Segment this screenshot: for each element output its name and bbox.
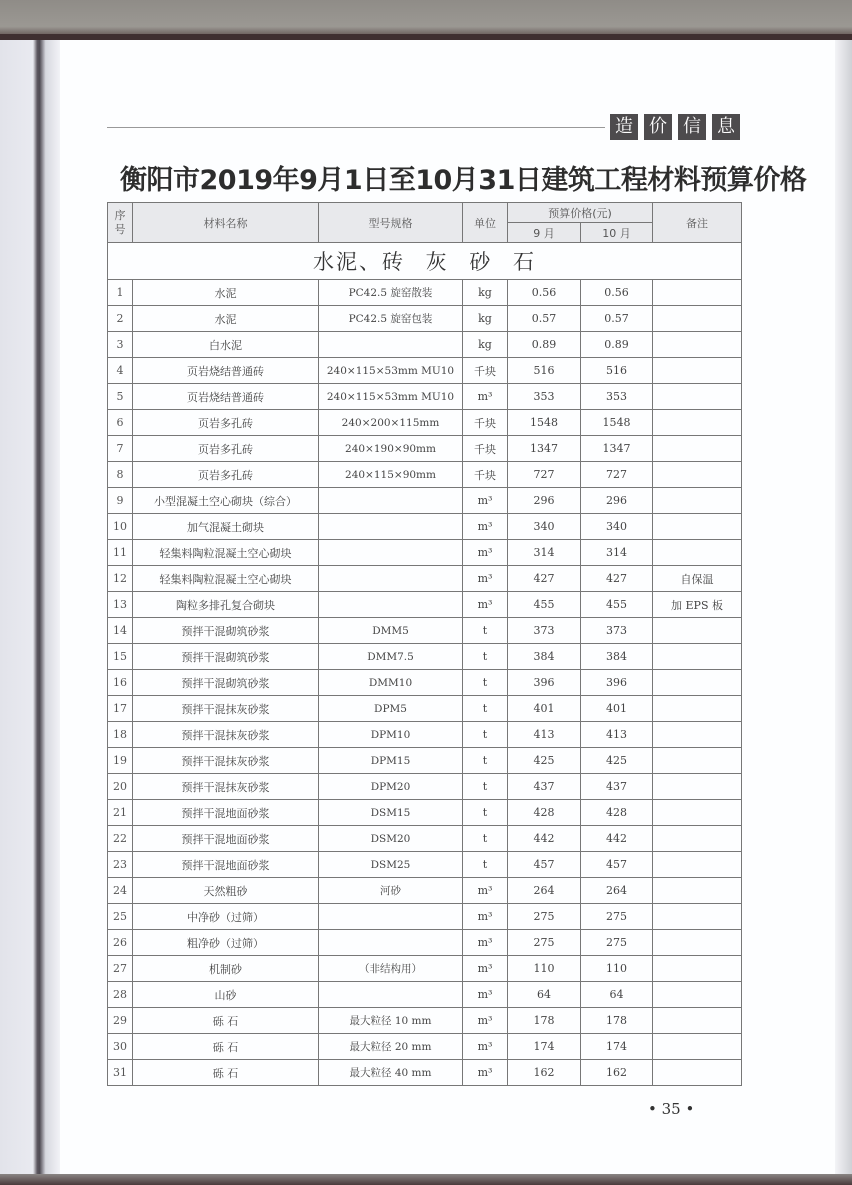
cell-seq: 30 xyxy=(108,1034,133,1060)
page-title: 衡阳市2019年9月1日至10月31日建筑工程材料预算价格 xyxy=(120,165,807,196)
cell-name: 水泥 xyxy=(133,280,319,306)
scan-bottom-edge xyxy=(0,1174,852,1185)
seq-header-line1: 序 xyxy=(114,208,126,222)
cell-seq: 17 xyxy=(108,696,133,722)
cell-oct: 275 xyxy=(581,930,653,956)
cell-oct: 0.57 xyxy=(581,306,653,332)
cell-seq: 14 xyxy=(108,618,133,644)
table-row xyxy=(108,878,742,904)
table-row xyxy=(108,852,742,878)
cell-note: 加 EPS 板 xyxy=(653,592,742,618)
cell-name: 加气混凝土砌块 xyxy=(133,514,319,540)
cell-seq: 7 xyxy=(108,436,133,462)
col-header-seq xyxy=(108,203,133,243)
table-row xyxy=(108,514,742,540)
cell-name: 轻集料陶粒混凝土空心砌块 xyxy=(133,566,319,592)
cell-note xyxy=(653,826,742,852)
cell-spec: 最大粒径 40 mm xyxy=(319,1060,463,1086)
cell-sep: 264 xyxy=(508,878,581,904)
cell-unit: 千块 xyxy=(463,462,508,488)
cell-sep: 1347 xyxy=(508,436,581,462)
col-header-oct: 10 月 xyxy=(581,223,653,243)
seq-header-line2: 号 xyxy=(114,222,126,236)
table-row xyxy=(108,826,742,852)
cell-spec xyxy=(319,904,463,930)
header-rule xyxy=(107,127,605,128)
cell-sep: 340 xyxy=(508,514,581,540)
cell-unit: t xyxy=(463,618,508,644)
section-title: 水泥、砖 灰 砂 石 xyxy=(108,243,742,280)
cell-seq: 27 xyxy=(108,956,133,982)
cell-oct: 0.56 xyxy=(581,280,653,306)
cell-spec: 240×115×53mm MU10 xyxy=(319,384,463,410)
cell-sep: 0.56 xyxy=(508,280,581,306)
cell-seq: 18 xyxy=(108,722,133,748)
cell-seq: 10 xyxy=(108,514,133,540)
cell-oct: 64 xyxy=(581,982,653,1008)
cell-oct: 0.89 xyxy=(581,332,653,358)
cell-unit: m³ xyxy=(463,904,508,930)
table-row xyxy=(108,410,742,436)
cell-oct: 110 xyxy=(581,956,653,982)
scan-top-shadow xyxy=(0,0,852,38)
cell-note xyxy=(653,696,742,722)
cell-seq: 1 xyxy=(108,280,133,306)
table-row xyxy=(108,436,742,462)
col-header-price-group: 预算价格(元) xyxy=(508,203,653,223)
col-header-unit: 单位 xyxy=(463,203,508,243)
cell-name: 砾 石 xyxy=(133,1060,319,1086)
cell-seq: 3 xyxy=(108,332,133,358)
table-row xyxy=(108,1008,742,1034)
cell-note: 自保温 xyxy=(653,566,742,592)
cell-spec: DSM20 xyxy=(319,826,463,852)
cell-spec xyxy=(319,514,463,540)
cell-name: 小型混凝土空心砌块（综合） xyxy=(133,488,319,514)
cell-oct: 384 xyxy=(581,644,653,670)
cell-note xyxy=(653,540,742,566)
cell-unit: t xyxy=(463,852,508,878)
table-row xyxy=(108,774,742,800)
table-row xyxy=(108,644,742,670)
cell-name: 预拌干混地面砂浆 xyxy=(133,826,319,852)
cell-spec: PC42.5 旋窑散装 xyxy=(319,280,463,306)
cell-spec: 最大粒径 10 mm xyxy=(319,1008,463,1034)
cell-seq: 26 xyxy=(108,930,133,956)
cell-sep: 427 xyxy=(508,566,581,592)
cell-note xyxy=(653,1034,742,1060)
cell-note xyxy=(653,332,742,358)
table-row xyxy=(108,670,742,696)
cell-spec: DPM15 xyxy=(319,748,463,774)
cell-unit: t xyxy=(463,670,508,696)
cell-sep: 384 xyxy=(508,644,581,670)
cell-sep: 373 xyxy=(508,618,581,644)
cell-spec xyxy=(319,488,463,514)
cell-name: 预拌干混抹灰砂浆 xyxy=(133,774,319,800)
cell-oct: 296 xyxy=(581,488,653,514)
table-row xyxy=(108,462,742,488)
cell-seq: 11 xyxy=(108,540,133,566)
cell-unit: 千块 xyxy=(463,436,508,462)
cell-seq: 31 xyxy=(108,1060,133,1086)
cell-unit: m³ xyxy=(463,514,508,540)
cell-unit: m³ xyxy=(463,566,508,592)
cell-name: 白水泥 xyxy=(133,332,319,358)
section-brand xyxy=(610,114,740,140)
table-row xyxy=(108,540,742,566)
cell-unit: m³ xyxy=(463,956,508,982)
cell-oct: 1548 xyxy=(581,410,653,436)
cell-spec: DPM20 xyxy=(319,774,463,800)
table-row xyxy=(108,384,742,410)
cell-spec xyxy=(319,982,463,1008)
cell-note xyxy=(653,982,742,1008)
cell-note xyxy=(653,488,742,514)
cell-sep: 396 xyxy=(508,670,581,696)
cell-unit: t xyxy=(463,748,508,774)
cell-name: 页岩烧结普通砖 xyxy=(133,358,319,384)
cell-oct: 178 xyxy=(581,1008,653,1034)
cell-seq: 13 xyxy=(108,592,133,618)
cell-seq: 23 xyxy=(108,852,133,878)
cell-sep: 442 xyxy=(508,826,581,852)
cell-name: 陶粒多排孔复合砌块 xyxy=(133,592,319,618)
cell-name: 预拌干混砌筑砂浆 xyxy=(133,644,319,670)
cell-sep: 275 xyxy=(508,930,581,956)
cell-oct: 401 xyxy=(581,696,653,722)
cell-oct: 457 xyxy=(581,852,653,878)
cell-seq: 15 xyxy=(108,644,133,670)
brand-char: 信 xyxy=(678,114,706,140)
cell-spec: DPM10 xyxy=(319,722,463,748)
cell-spec: 240×190×90mm xyxy=(319,436,463,462)
cell-seq: 16 xyxy=(108,670,133,696)
cell-sep: 428 xyxy=(508,800,581,826)
cell-oct: 413 xyxy=(581,722,653,748)
cell-name: 山砂 xyxy=(133,982,319,1008)
cell-note xyxy=(653,280,742,306)
cell-name: 砾 石 xyxy=(133,1008,319,1034)
facing-page-edge xyxy=(0,40,60,1174)
cell-sep: 457 xyxy=(508,852,581,878)
table-row xyxy=(108,280,742,306)
cell-unit: kg xyxy=(463,280,508,306)
cell-oct: 1347 xyxy=(581,436,653,462)
cell-oct: 427 xyxy=(581,566,653,592)
cell-note xyxy=(653,644,742,670)
cell-unit: kg xyxy=(463,332,508,358)
cell-sep: 413 xyxy=(508,722,581,748)
cell-spec: DSM15 xyxy=(319,800,463,826)
cell-note xyxy=(653,722,742,748)
cell-note xyxy=(653,384,742,410)
cell-spec: DMM7.5 xyxy=(319,644,463,670)
cell-spec xyxy=(319,592,463,618)
cell-name: 页岩烧结普通砖 xyxy=(133,384,319,410)
cell-sep: 516 xyxy=(508,358,581,384)
cell-spec: 最大粒径 20 mm xyxy=(319,1034,463,1060)
cell-unit: m³ xyxy=(463,540,508,566)
cell-spec xyxy=(319,930,463,956)
cell-unit: m³ xyxy=(463,1034,508,1060)
cell-oct: 275 xyxy=(581,904,653,930)
cell-note xyxy=(653,774,742,800)
cell-sep: 110 xyxy=(508,956,581,982)
table-row xyxy=(108,800,742,826)
brand-char: 息 xyxy=(712,114,740,140)
cell-sep: 401 xyxy=(508,696,581,722)
cell-name: 页岩多孔砖 xyxy=(133,436,319,462)
cell-unit: m³ xyxy=(463,1008,508,1034)
cell-note xyxy=(653,514,742,540)
cell-name: 页岩多孔砖 xyxy=(133,462,319,488)
table-row xyxy=(108,696,742,722)
cell-name: 机制砂 xyxy=(133,956,319,982)
cell-note xyxy=(653,800,742,826)
cell-seq: 4 xyxy=(108,358,133,384)
table-row xyxy=(108,722,742,748)
cell-unit: t xyxy=(463,800,508,826)
cell-seq: 20 xyxy=(108,774,133,800)
cell-oct: 516 xyxy=(581,358,653,384)
cell-spec: DMM5 xyxy=(319,618,463,644)
cell-unit: m³ xyxy=(463,1060,508,1086)
cell-note xyxy=(653,930,742,956)
table-row xyxy=(108,488,742,514)
col-header-sep: 9 月 xyxy=(508,223,581,243)
cell-oct: 442 xyxy=(581,826,653,852)
cell-seq: 2 xyxy=(108,306,133,332)
col-header-spec: 型号规格 xyxy=(319,203,463,243)
cell-unit: t xyxy=(463,774,508,800)
cell-seq: 28 xyxy=(108,982,133,1008)
cell-oct: 396 xyxy=(581,670,653,696)
cell-sep: 455 xyxy=(508,592,581,618)
page-right-edge xyxy=(835,40,852,1174)
cell-sep: 178 xyxy=(508,1008,581,1034)
cell-note xyxy=(653,748,742,774)
cell-spec: 240×115×90mm xyxy=(319,462,463,488)
cell-spec: 240×115×53mm MU10 xyxy=(319,358,463,384)
cell-name: 水泥 xyxy=(133,306,319,332)
table-row xyxy=(108,930,742,956)
cell-unit: kg xyxy=(463,306,508,332)
cell-unit: 千块 xyxy=(463,410,508,436)
cell-oct: 174 xyxy=(581,1034,653,1060)
cell-oct: 437 xyxy=(581,774,653,800)
cell-seq: 6 xyxy=(108,410,133,436)
table-row xyxy=(108,332,742,358)
cell-sep: 1548 xyxy=(508,410,581,436)
table-row xyxy=(108,618,742,644)
cell-unit: m³ xyxy=(463,878,508,904)
cell-note xyxy=(653,410,742,436)
cell-oct: 340 xyxy=(581,514,653,540)
cell-seq: 29 xyxy=(108,1008,133,1034)
price-table xyxy=(107,202,742,1086)
cell-sep: 353 xyxy=(508,384,581,410)
page-number: • 35 • xyxy=(648,1100,695,1118)
cell-note xyxy=(653,618,742,644)
cell-note xyxy=(653,1060,742,1086)
cell-name: 预拌干混抹灰砂浆 xyxy=(133,748,319,774)
cell-oct: 727 xyxy=(581,462,653,488)
cell-name: 砾 石 xyxy=(133,1034,319,1060)
cell-spec xyxy=(319,332,463,358)
cell-name: 预拌干混抹灰砂浆 xyxy=(133,696,319,722)
cell-sep: 425 xyxy=(508,748,581,774)
cell-unit: m³ xyxy=(463,488,508,514)
cell-note xyxy=(653,852,742,878)
cell-name: 粗净砂（过筛） xyxy=(133,930,319,956)
cell-spec: （非结构用） xyxy=(319,956,463,982)
table-row xyxy=(108,1034,742,1060)
table-row xyxy=(108,306,742,332)
cell-name: 预拌干混砌筑砂浆 xyxy=(133,670,319,696)
cell-name: 预拌干混抹灰砂浆 xyxy=(133,722,319,748)
cell-unit: m³ xyxy=(463,384,508,410)
cell-oct: 428 xyxy=(581,800,653,826)
cell-oct: 162 xyxy=(581,1060,653,1086)
cell-note xyxy=(653,436,742,462)
col-header-note: 备注 xyxy=(653,203,742,243)
cell-unit: t xyxy=(463,644,508,670)
cell-sep: 162 xyxy=(508,1060,581,1086)
cell-note xyxy=(653,358,742,384)
cell-spec: PC42.5 旋窑包装 xyxy=(319,306,463,332)
cell-seq: 5 xyxy=(108,384,133,410)
cell-note xyxy=(653,904,742,930)
cell-oct: 373 xyxy=(581,618,653,644)
cell-seq: 21 xyxy=(108,800,133,826)
table-row xyxy=(108,1060,742,1086)
cell-spec: 240×200×115mm xyxy=(319,410,463,436)
cell-seq: 8 xyxy=(108,462,133,488)
cell-sep: 314 xyxy=(508,540,581,566)
cell-spec xyxy=(319,566,463,592)
cell-name: 预拌干混地面砂浆 xyxy=(133,800,319,826)
cell-spec: DMM10 xyxy=(319,670,463,696)
cell-oct: 353 xyxy=(581,384,653,410)
cell-note xyxy=(653,878,742,904)
table-row xyxy=(108,904,742,930)
table-row xyxy=(108,566,742,592)
cell-oct: 264 xyxy=(581,878,653,904)
cell-seq: 25 xyxy=(108,904,133,930)
brand-char: 造 xyxy=(610,114,638,140)
cell-sep: 437 xyxy=(508,774,581,800)
cell-name: 预拌干混地面砂浆 xyxy=(133,852,319,878)
table-row xyxy=(108,982,742,1008)
cell-unit: 千块 xyxy=(463,358,508,384)
cell-seq: 12 xyxy=(108,566,133,592)
cell-note xyxy=(653,462,742,488)
cell-unit: m³ xyxy=(463,982,508,1008)
table-row xyxy=(108,592,742,618)
brand-char: 价 xyxy=(644,114,672,140)
cell-oct: 314 xyxy=(581,540,653,566)
cell-sep: 0.89 xyxy=(508,332,581,358)
cell-sep: 275 xyxy=(508,904,581,930)
cell-note xyxy=(653,1008,742,1034)
cell-sep: 174 xyxy=(508,1034,581,1060)
cell-unit: t xyxy=(463,722,508,748)
cell-spec: 河砂 xyxy=(319,878,463,904)
cell-name: 页岩多孔砖 xyxy=(133,410,319,436)
cell-spec: DSM25 xyxy=(319,852,463,878)
table-row xyxy=(108,956,742,982)
cell-name: 轻集料陶粒混凝土空心砌块 xyxy=(133,540,319,566)
cell-unit: m³ xyxy=(463,592,508,618)
cell-note xyxy=(653,956,742,982)
cell-sep: 64 xyxy=(508,982,581,1008)
cell-name: 预拌干混砌筑砂浆 xyxy=(133,618,319,644)
cell-name: 中净砂（过筛） xyxy=(133,904,319,930)
cell-seq: 9 xyxy=(108,488,133,514)
cell-note xyxy=(653,306,742,332)
cell-unit: t xyxy=(463,826,508,852)
cell-spec: DPM5 xyxy=(319,696,463,722)
cell-oct: 455 xyxy=(581,592,653,618)
cell-spec xyxy=(319,540,463,566)
cell-oct: 425 xyxy=(581,748,653,774)
cell-name: 天然粗砂 xyxy=(133,878,319,904)
cell-seq: 22 xyxy=(108,826,133,852)
cell-sep: 727 xyxy=(508,462,581,488)
cell-unit: t xyxy=(463,696,508,722)
cell-unit: m³ xyxy=(463,930,508,956)
table-row xyxy=(108,748,742,774)
cell-seq: 24 xyxy=(108,878,133,904)
table-row xyxy=(108,358,742,384)
cell-note xyxy=(653,670,742,696)
cell-seq: 19 xyxy=(108,748,133,774)
cell-sep: 0.57 xyxy=(508,306,581,332)
cell-sep: 296 xyxy=(508,488,581,514)
col-header-name: 材料名称 xyxy=(133,203,319,243)
